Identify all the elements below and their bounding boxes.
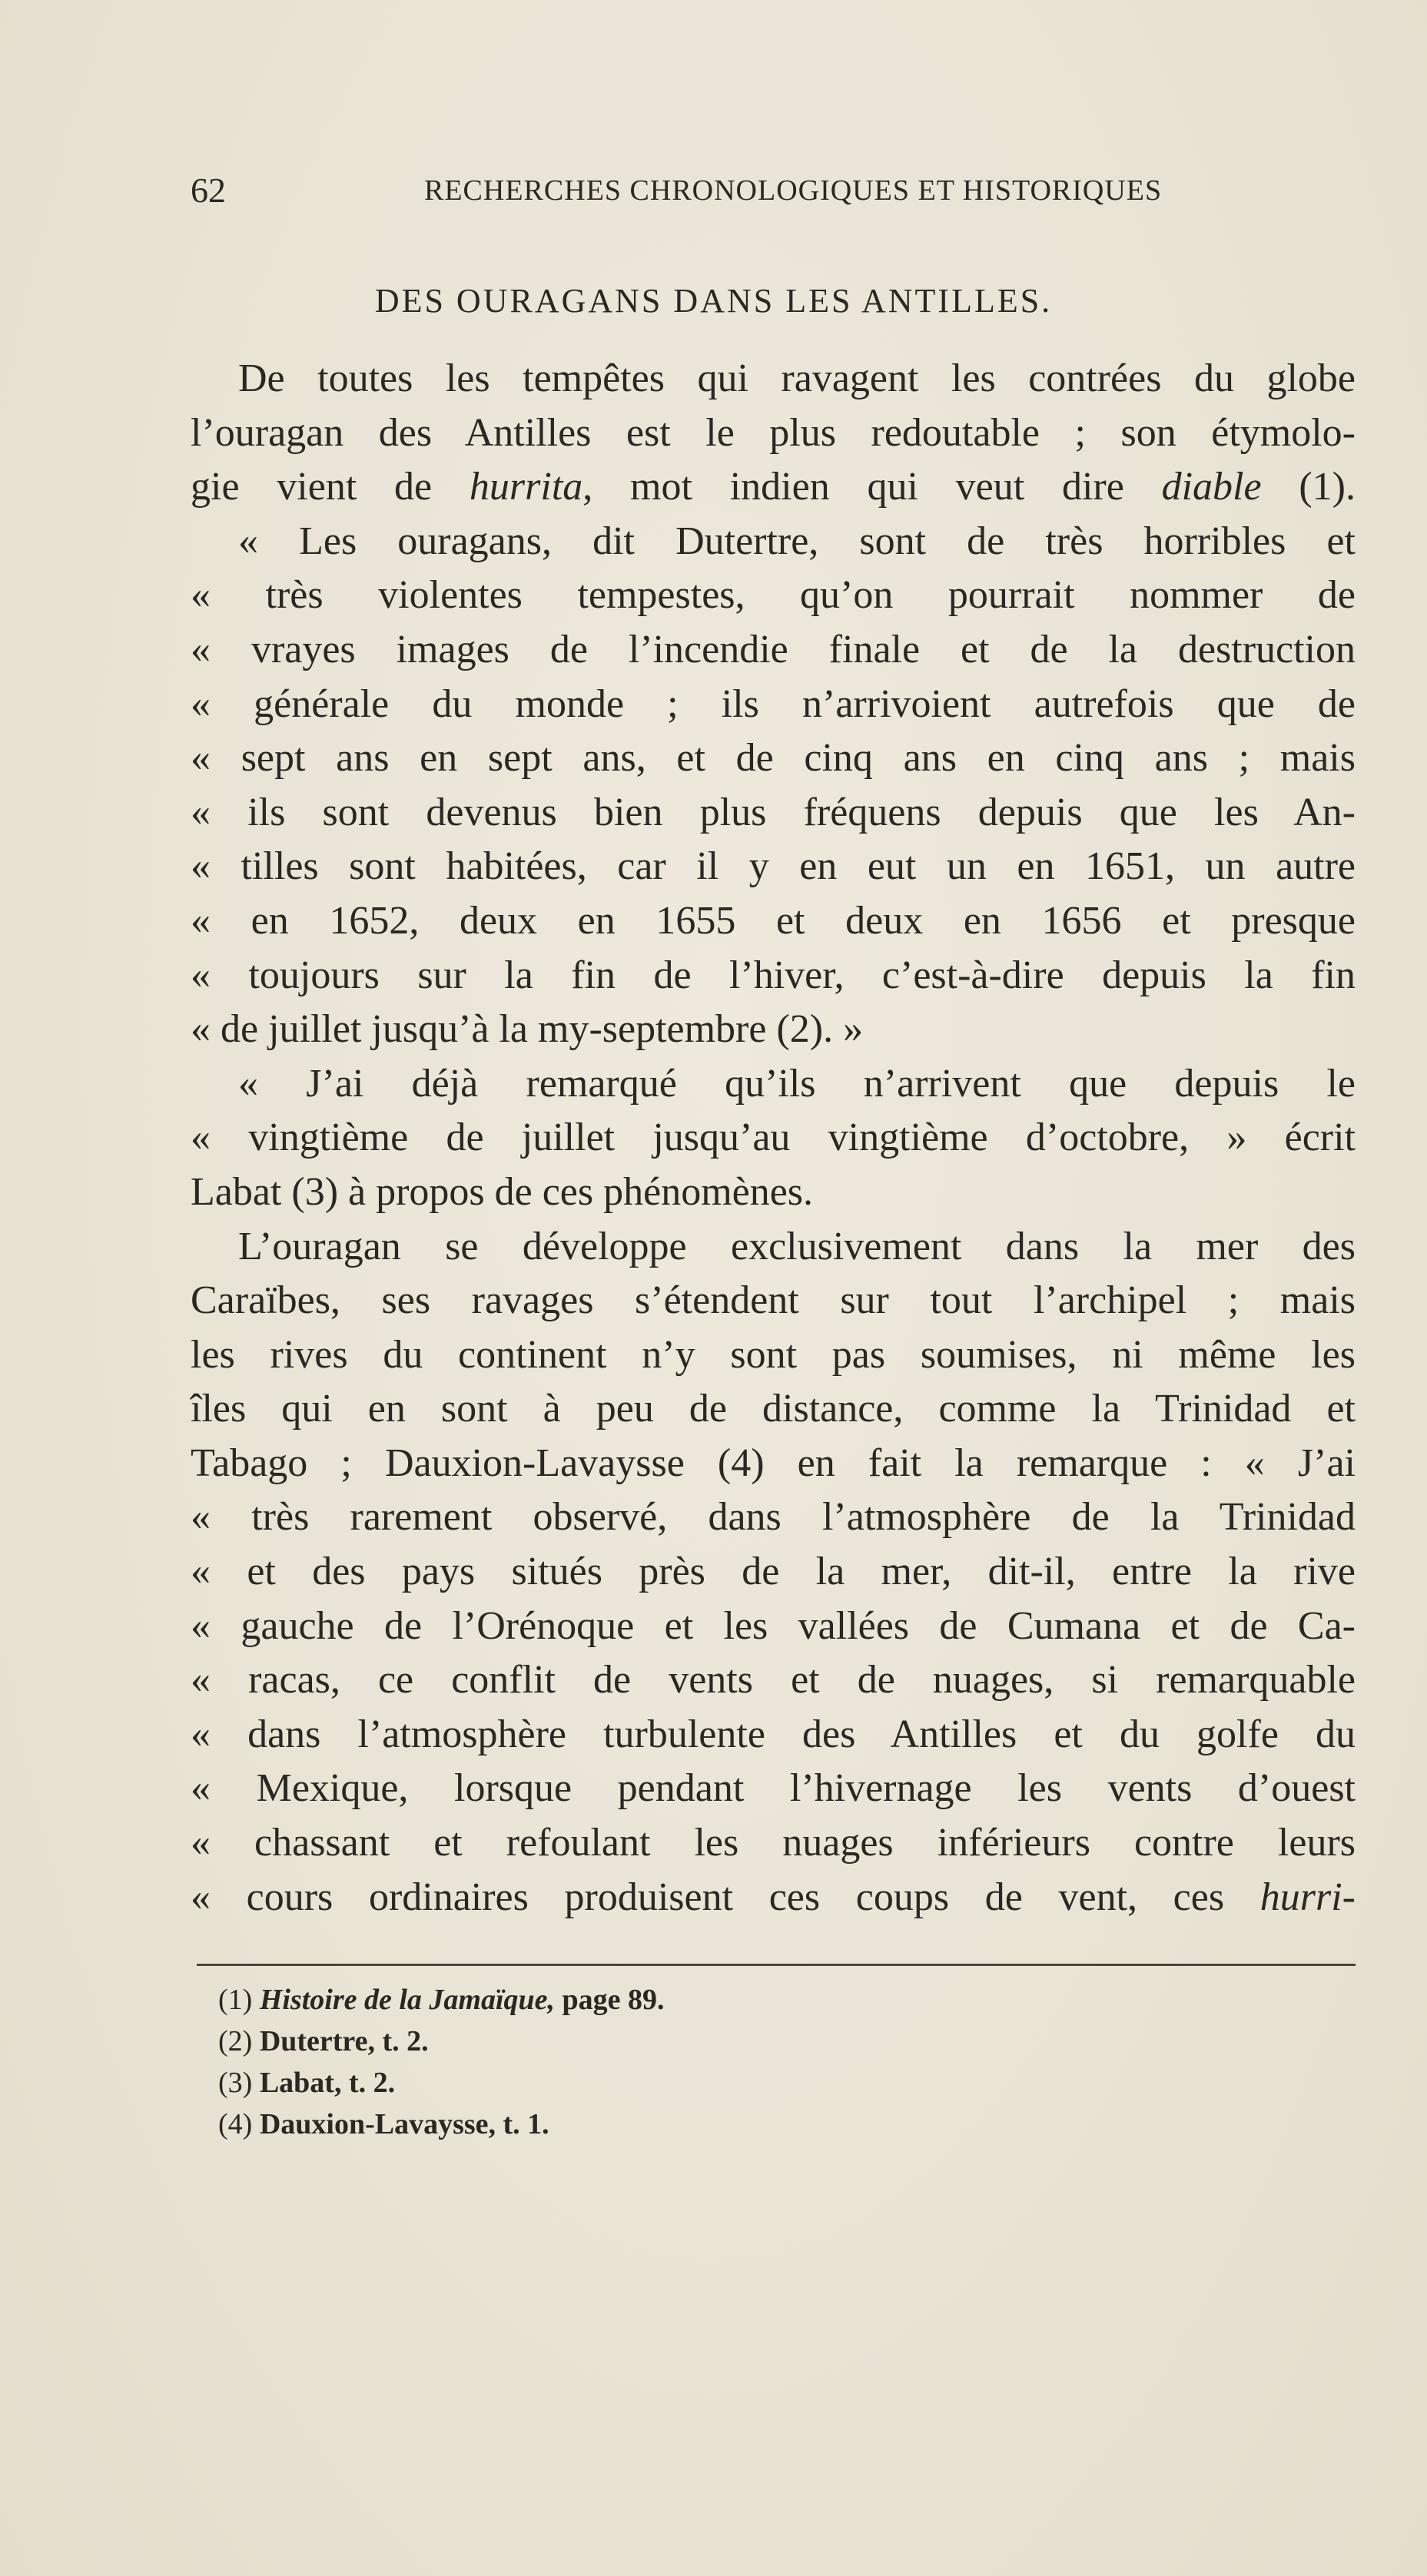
text-line (191, 1871, 1356, 1925)
italic-word: diable (1161, 465, 1262, 509)
text-line: Caraïbes, ses ravages s’étendent sur tout l’archipel ; mais (191, 1278, 1356, 1323)
text-fragment: « cours ordinaires produisent ces coups de vent, ces (191, 1875, 1260, 1919)
text-line: « racas, ce conflit de vents et de nuages, si remarquable (191, 1658, 1356, 1702)
section-title: DES OURAGANS DANS LES ANTILLES. (374, 282, 1053, 320)
footnote-2 (218, 2021, 910, 2062)
text-line: l’ouragan des Antilles est le plus redoutable ; son étymolo- (191, 410, 1356, 455)
footnote-number: (4) (218, 2108, 260, 2140)
text-line: L’ouragan se développe exclusivement dans la mer des (238, 1224, 1356, 1268)
footnote-number: (2) (218, 2025, 260, 2057)
running-head (191, 171, 1202, 211)
footnote-text: Labat, t. 2. (259, 2067, 396, 2099)
text-line: « sept ans en sept ans, et de cinq ans en cinq ans ; mais (191, 736, 1356, 781)
text-line: De toutes les tempêtes qui ravagent les contrées du globe (238, 356, 1356, 400)
footnote-1 (218, 1979, 910, 2021)
footnote-title: Histoire de la Jamaïque, (259, 1984, 556, 2016)
footnotes (218, 1979, 910, 2145)
text-line: « très rarement observé, dans l’atmosphère de la Trinidad (191, 1495, 1356, 1540)
text-line (191, 460, 1356, 515)
italic-word: hurri- (1259, 1875, 1356, 1919)
page-number: 62 (191, 171, 226, 210)
running-title: RECHERCHES CHRONOLOGIQUES ET HISTORIQUES (424, 174, 1163, 207)
text-line: « chassant et refoulant les nuages inférieurs contre leurs (191, 1821, 1356, 1865)
text-line: « Mexique, lorsque pendant l’hivernage les vents d’ouest (191, 1766, 1356, 1811)
italic-word: hurrita (469, 465, 583, 509)
text-line: « dans l’atmosphère turbulente des Antilles et du golfe du (191, 1712, 1356, 1756)
text-line: « générale du monde ; ils n’arrivoient autrefois que de (191, 681, 1356, 726)
text-line: les rives du continent n’y sont pas soumises, ni même les (191, 1332, 1356, 1377)
text-fragment: (1). (1261, 465, 1356, 509)
text-line: « et des pays situés près de la mer, dit-il, entre la rive (191, 1550, 1356, 1594)
text-line: « ils sont devenus bien plus fréquens depuis que les An- (191, 790, 1356, 834)
footnote-text: Dauxion-Lavaysse, t. 1. (259, 2108, 549, 2140)
text-line: « très violentes tempestes, qu’on pourrait nommer de (191, 573, 1356, 618)
footnote-text: Dutertre, t. 2. (259, 2025, 429, 2057)
text-line: « de juillet jusqu’à la my-septembre (2). » (191, 1007, 864, 1052)
footnote-text: page 89. (555, 1984, 665, 2016)
text-line: « Les ouragans, dit Dutertre, sont de très horribles et (238, 519, 1356, 563)
footnote-number: (1) (218, 1984, 260, 2016)
footnote-3 (218, 2062, 910, 2104)
footnote-4 (218, 2104, 910, 2145)
body-text (191, 352, 1356, 1925)
text-line: îles qui en sont à peu de distance, comme la Trinidad et (191, 1387, 1356, 1431)
text-line: « vrayes images de l’incendie finale et de la destruction (191, 627, 1356, 671)
text-line: « tilles sont habitées, car il y en eut un en 1651, un autre (191, 844, 1356, 889)
text-line: « gauche de l’Orénoque et les vallées de Cumana et de Ca- (191, 1603, 1356, 1648)
text-fragment: gie vient de (191, 465, 470, 509)
text-line: « J’ai déjà remarqué qu’ils n’arrivent que depuis le (238, 1061, 1356, 1106)
text-fragment: , mot indien qui veut dire (582, 465, 1162, 509)
text-line: « toujours sur la fin de l’hiver, c’est-à-dire depuis la fin (191, 953, 1356, 997)
text-line: « en 1652, deux en 1655 et deux en 1656 et presque (191, 898, 1356, 943)
footnote-rule (197, 1964, 1356, 1966)
text-line: « vingtième de juillet jusqu’au vingtième d’octobre, » écrit (191, 1116, 1356, 1160)
text-line: Tabago ; Dauxion-Lavaysse (4) en fait la remarque : « J’ai (191, 1441, 1356, 1485)
footnote-number: (3) (218, 2067, 260, 2099)
text-line: Labat (3) à propos de ces phénomènes. (191, 1169, 814, 1214)
